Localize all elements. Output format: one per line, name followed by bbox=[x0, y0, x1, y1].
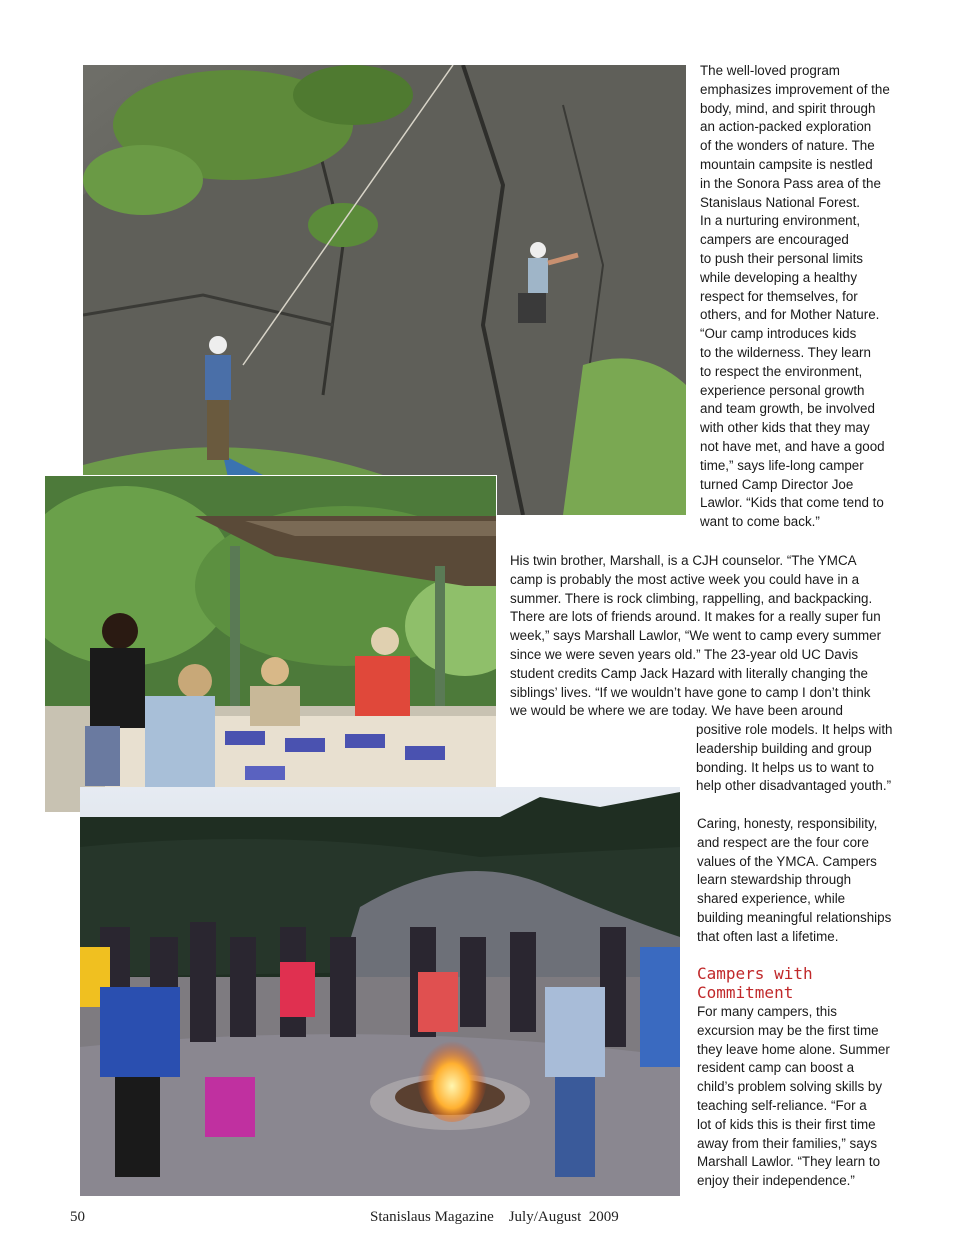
commitment-text-block bbox=[697, 1003, 947, 1191]
core-values-paragraph: Caring, honesty, responsibility, and respect are the four core values of the YMCA. Campers learn stewardship through shared experience, while building meaningful relationships that often last a lifetime. bbox=[697, 816, 892, 944]
rock-climbing-photo bbox=[82, 64, 687, 516]
core-values-block bbox=[697, 815, 947, 947]
section-heading: Campers with Commitment bbox=[697, 964, 813, 1002]
intro-text-block bbox=[700, 62, 940, 532]
publication-footer: Stanislaus Magazine July/August 2009 bbox=[370, 1209, 619, 1225]
page-number: 50 bbox=[70, 1209, 85, 1225]
marshall-quote-block bbox=[510, 552, 950, 721]
marshall-quote-continuation: positive role models. It helps with leadership building and group bonding. It helps us to want to help other disadvantaged youth.” bbox=[696, 722, 893, 794]
campfire-photo bbox=[80, 787, 680, 1196]
marshall-quote-paragraph: His twin brother, Marshall, is a CJH counselor. “The YMCA camp is probably the most active week you could have in a summer. There is rock climbing, rappelling, and backpacking. There are lots of friends around. It makes for a really super fun week,” says Marshall Lawlor, “We went to camp every summer since we were seven years old.” The 23-year old UC Davis student credits Camp Jack Hazard with literally changing the siblings’ lives. “If we wouldn’t have gone to camp I don’t think we would be where we are today. We have been around bbox=[510, 553, 882, 719]
commitment-paragraph: For many campers, this excursion may be the first time they leave home alone. Summer resident camp can boost a child’s problem solving skills by teaching self-reliance. “For a lot of kids this is their first time away from their families,” says Marshall Lawlor. “They learn to enjoy their independence.” bbox=[697, 1004, 890, 1189]
intro-paragraph: The well-loved program emphasizes improvement of the body, mind, and spirit through an action-packed exploration of the wonders of nature. The mountain campsite is nestled in the Sonora Pass area of the Stanislaus National Forest. In a nurturing environment, campers are encouraged to push their personal limits while developing a healthy respect for themselves, for others, and for Mother Nature. “Our camp introduces kids to the wilderness. They learn to respect the environment, experience personal growth and team growth, be involved with other kids that they may not have met, and have a good time,” says life-long camper turned Camp Director Joe Lawlor. “Kids that come tend to want to come back.” bbox=[700, 63, 890, 530]
marshall-quote-continuation-block bbox=[696, 721, 946, 796]
arts-and-crafts-photo bbox=[44, 475, 497, 813]
